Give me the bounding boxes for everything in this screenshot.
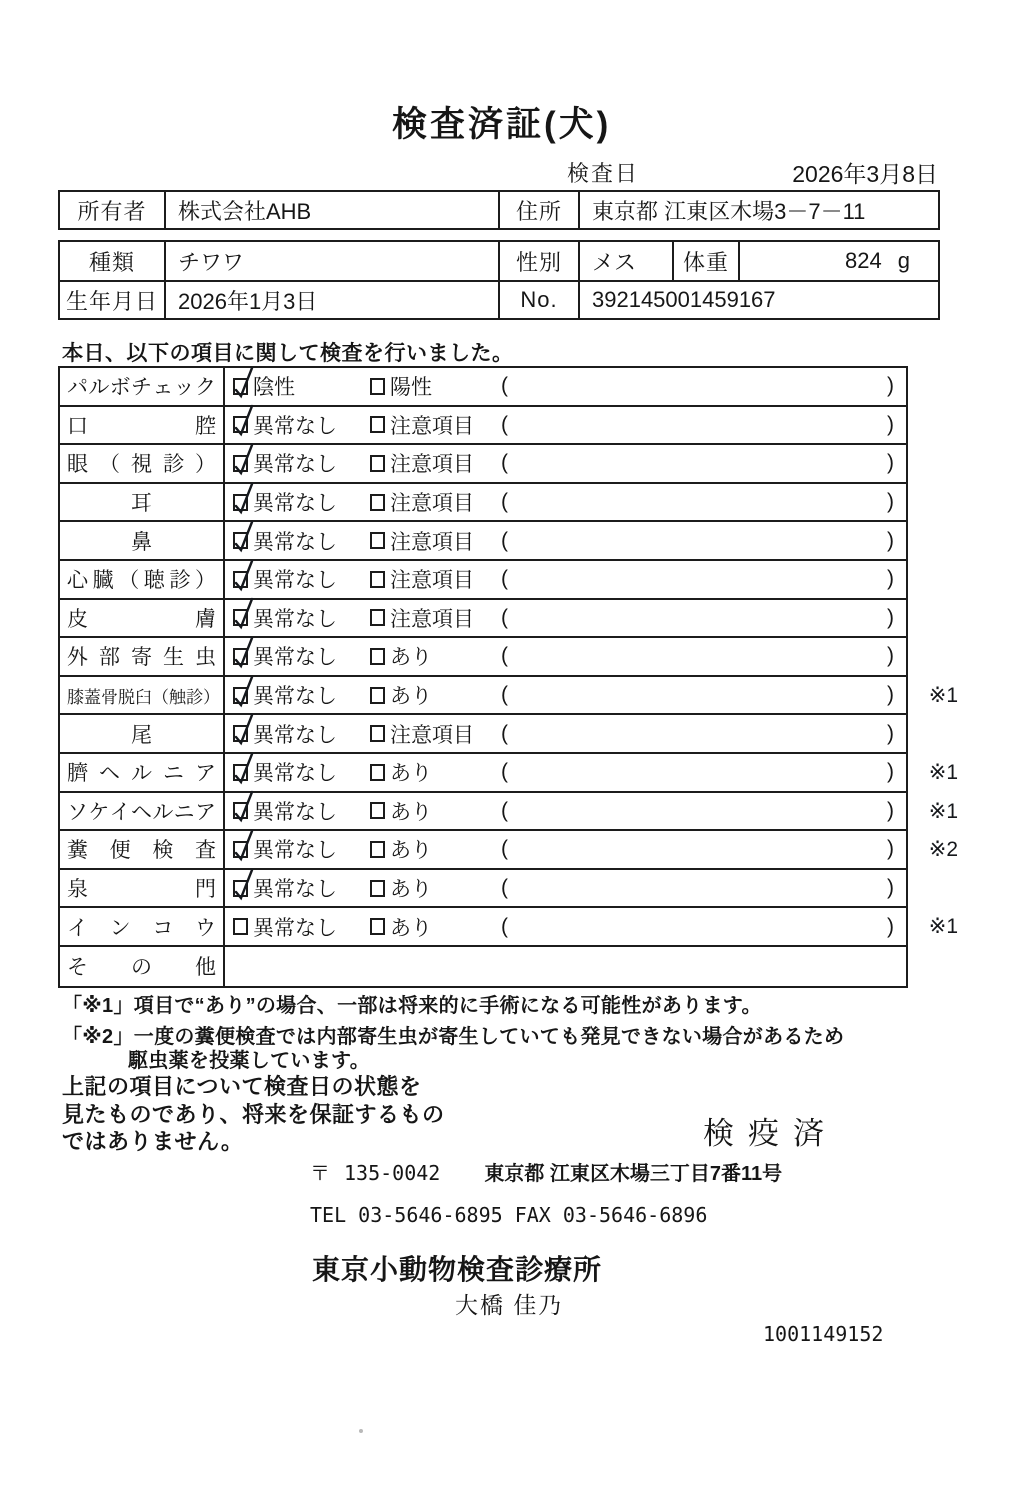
- weight-value: [738, 242, 938, 280]
- owner-address: 東京都 江東区木場3－7－11: [578, 192, 938, 228]
- exam-item-label: 臍 ヘ ル ニ ア: [60, 754, 225, 791]
- clinic-address: 東京都 江東区木場三丁目7番11号: [484, 1163, 783, 1185]
- quarantine-stamp: 検疫済: [703, 1116, 838, 1151]
- checkbox-unchecked: [370, 532, 385, 549]
- result-option-2: [370, 410, 501, 440]
- close-paren: ): [887, 412, 894, 436]
- exam-item-label: 心 臓 （ 聴 診 ）: [60, 561, 225, 598]
- checkbox-checked: [233, 725, 248, 742]
- result-option-1: [233, 834, 370, 864]
- exam-table-row: [60, 793, 958, 832]
- exam-item-result: [225, 793, 906, 830]
- option-1-label: 異常なし: [253, 646, 337, 670]
- result-option-1: [233, 371, 370, 401]
- close-paren: ): [887, 837, 894, 861]
- checkbox-unchecked: [370, 571, 385, 588]
- open-paren: (: [501, 876, 508, 900]
- examiner-name: 大橋 佳乃: [455, 1292, 564, 1318]
- checkbox-unchecked: [370, 802, 385, 819]
- exam-item-result: [225, 754, 906, 791]
- option-1-label: 異常なし: [253, 916, 337, 940]
- exam-item-result: [225, 638, 906, 675]
- exam-item-result: [225, 947, 906, 986]
- birthdate-value: 2026年1月3日: [164, 280, 498, 318]
- weight-unit: g: [897, 248, 910, 273]
- species-value: チワワ: [164, 242, 498, 280]
- checkbox-unchecked: [370, 725, 385, 742]
- exam-row-remark: ※1: [928, 683, 958, 707]
- result-option-2: [370, 834, 501, 864]
- exam-table-row: [60, 522, 906, 561]
- pet-info-table: [58, 240, 940, 320]
- exam-table-row: [60, 754, 958, 793]
- no-value: 392145001459167: [578, 280, 938, 318]
- close-paren: ): [887, 798, 894, 822]
- option-1-label: 異常なし: [253, 723, 337, 747]
- checkbox-unchecked: [370, 455, 385, 472]
- disclaimer-line-2: 見たものであり、将来を保証するもの: [62, 1101, 445, 1127]
- checkbox-checked: [233, 571, 248, 588]
- result-option-1: [233, 603, 370, 633]
- exam-item-label: 尾: [60, 715, 225, 752]
- clinic-tel-fax: TEL 03-5646-6895 FAX 03-5646-6896: [310, 1203, 708, 1227]
- open-paren: (: [501, 567, 508, 591]
- exam-item-label: 外 部 寄 生 虫: [60, 638, 225, 675]
- option-2-label: あり: [390, 839, 432, 863]
- close-paren: ): [887, 683, 894, 707]
- exam-item-result: [225, 522, 906, 559]
- open-paren: (: [501, 374, 508, 398]
- scan-artifact-dot: [359, 1429, 363, 1433]
- result-option-2: [370, 371, 501, 401]
- exam-item-result: [225, 368, 906, 405]
- exam-item-label: 泉 門: [60, 870, 225, 907]
- option-1-label: 異常なし: [253, 607, 337, 631]
- sex-label: 性別: [498, 242, 578, 280]
- result-option-1: [233, 448, 370, 478]
- footnote-2: 「※2」一度の糞便検査では内部寄生虫が寄生していても発見できない場合があるため: [62, 1026, 845, 1048]
- result-option-2: [370, 487, 501, 517]
- checkbox-checked: [233, 648, 248, 665]
- option-2-label: あり: [390, 800, 432, 824]
- option-2-label: 陽性: [390, 376, 432, 400]
- result-option-1: [233, 873, 370, 903]
- option-2-label: 注意項目: [390, 414, 474, 438]
- result-option-1: [233, 796, 370, 826]
- checkbox-checked: [233, 532, 248, 549]
- certificate-number: 1001149152: [763, 1322, 884, 1346]
- exam-item-result: [225, 715, 906, 752]
- checkbox-unchecked: [370, 609, 385, 626]
- exam-item-label: 耳: [60, 484, 225, 521]
- disclaimer-text: [62, 1073, 445, 1156]
- clinic-postal-line: [310, 1157, 782, 1186]
- weight-label: 体重: [672, 242, 738, 280]
- intro-statement: 本日、以下の項目に関して検査を行いました。: [62, 342, 514, 365]
- option-2-label: 注意項目: [390, 607, 474, 631]
- exam-table-row: [60, 831, 958, 870]
- option-2-label: あり: [390, 646, 432, 670]
- option-1-label: 異常なし: [253, 839, 337, 863]
- disclaimer-line-1: 上記の項目について検査日の状態を: [62, 1074, 422, 1099]
- exam-row-remark: ※1: [928, 915, 958, 939]
- open-paren: (: [501, 605, 508, 629]
- exam-table-row: [60, 407, 906, 446]
- checkbox-checked: [233, 802, 248, 819]
- exam-item-result: [225, 600, 906, 637]
- close-paren: ): [887, 528, 894, 552]
- weight-number: 824: [845, 248, 882, 273]
- disclaimer-line-3: ではありません。: [62, 1129, 244, 1154]
- result-option-1: [233, 912, 370, 942]
- exam-table-row: [60, 445, 906, 484]
- inspection-date-value: 2026年3月8日: [792, 161, 938, 187]
- result-option-2: [370, 796, 501, 826]
- checkbox-unchecked: [370, 416, 385, 433]
- checkbox-unchecked: [370, 378, 385, 395]
- owner-name: 株式会社AHB: [164, 192, 498, 228]
- option-2-label: あり: [390, 762, 432, 786]
- option-2-label: あり: [390, 685, 432, 709]
- option-2-label: 注意項目: [390, 723, 474, 747]
- close-paren: ): [887, 760, 894, 784]
- result-option-2: [370, 873, 501, 903]
- option-1-label: 異常なし: [253, 762, 337, 786]
- close-paren: ): [887, 644, 894, 668]
- sex-value: メス: [578, 242, 672, 280]
- open-paren: (: [501, 683, 508, 707]
- option-1-label: 異常なし: [253, 414, 337, 438]
- result-option-1: [233, 680, 370, 710]
- birthdate-label: 生年月日: [60, 280, 164, 318]
- inspection-date-label: 検査日: [567, 161, 640, 186]
- checkbox-unchecked: [370, 841, 385, 858]
- checkbox-unchecked: [370, 648, 385, 665]
- exam-row-remark: ※1: [928, 760, 958, 784]
- checkbox-checked: [233, 455, 248, 472]
- checkbox-checked: [233, 494, 248, 511]
- checkbox-checked: [233, 764, 248, 781]
- open-paren: (: [501, 837, 508, 861]
- exam-item-label: 皮 膚: [60, 600, 225, 637]
- species-label: 種類: [88, 249, 135, 275]
- open-paren: (: [501, 721, 508, 745]
- footnote-1: 「※1」項目で“あり”の場合、一部は将来的に手術になる可能性があります。: [62, 995, 762, 1017]
- open-paren: (: [501, 914, 508, 938]
- open-paren: (: [501, 412, 508, 436]
- open-paren: (: [501, 490, 508, 514]
- close-paren: ): [887, 605, 894, 629]
- exam-item-label: そ の 他: [60, 947, 225, 986]
- exam-item-result: [225, 677, 906, 714]
- option-1-label: 異常なし: [253, 530, 337, 554]
- owner-label: 所有者: [77, 198, 147, 224]
- result-option-1: [233, 487, 370, 517]
- result-option-1: [233, 564, 370, 594]
- option-1-label: 異常なし: [253, 492, 337, 516]
- exam-item-result: [225, 407, 906, 444]
- option-2-label: あり: [390, 916, 432, 940]
- exam-item-label: 鼻: [60, 522, 225, 559]
- close-paren: ): [887, 374, 894, 398]
- checkbox-checked: [233, 378, 248, 395]
- checkbox-unchecked: [370, 918, 385, 935]
- exam-item-result: [225, 445, 906, 482]
- result-option-2: [370, 603, 501, 633]
- exam-item-result: [225, 831, 906, 868]
- checkbox-checked: [233, 841, 248, 858]
- close-paren: ): [887, 914, 894, 938]
- option-1-label: 異常なし: [253, 685, 337, 709]
- close-paren: ): [887, 876, 894, 900]
- close-paren: ): [887, 721, 894, 745]
- checkbox-unchecked: [370, 687, 385, 704]
- result-option-1: [233, 719, 370, 749]
- exam-item-label: 膝 蓋 骨 脱 臼 （ 触 診 ）: [60, 677, 225, 714]
- exam-item-label: ソ ケ イ ヘ ル ニ ア: [60, 793, 225, 830]
- open-paren: (: [501, 528, 508, 552]
- checkbox-checked: [233, 687, 248, 704]
- exam-table-row: [60, 870, 906, 909]
- exam-row-remark: ※2: [928, 838, 958, 862]
- checkbox-unchecked: [370, 880, 385, 897]
- checkbox-checked: [233, 416, 248, 433]
- page-title: 検査済証(犬): [392, 105, 612, 144]
- owner-table: [58, 190, 940, 230]
- exam-item-label: 眼 （ 視 診 ）: [60, 445, 225, 482]
- exam-item-result: [225, 870, 906, 907]
- checkbox-unchecked: [233, 918, 248, 935]
- exam-results-table: [58, 366, 958, 988]
- exam-row-remark: ※1: [928, 799, 958, 823]
- result-option-2: [370, 680, 501, 710]
- exam-item-label: 口 腔: [60, 407, 225, 444]
- result-option-2: [370, 719, 501, 749]
- option-1-label: 異常なし: [253, 800, 337, 824]
- exam-table-row: [60, 947, 906, 986]
- exam-table-row: [60, 368, 906, 407]
- result-option-2: [370, 448, 501, 478]
- option-1-label: 異常なし: [253, 569, 337, 593]
- postal-code: 135-0042: [344, 1161, 441, 1185]
- option-2-label: 注意項目: [390, 492, 474, 516]
- exam-table-row: [60, 638, 906, 677]
- close-paren: ): [887, 567, 894, 591]
- result-option-2: [370, 912, 501, 942]
- result-option-1: [233, 526, 370, 556]
- open-paren: (: [501, 451, 508, 475]
- result-option-2: [370, 757, 501, 787]
- option-2-label: あり: [390, 878, 432, 902]
- clinic-name: 東京小動物検査診療所: [312, 1254, 603, 1285]
- result-option-2: [370, 641, 501, 671]
- option-2-label: 注意項目: [390, 530, 474, 554]
- exam-item-result: [225, 908, 906, 945]
- option-1-label: 異常なし: [253, 453, 337, 477]
- no-label: No.: [498, 280, 578, 318]
- exam-table-row: [60, 677, 958, 716]
- close-paren: ): [887, 490, 894, 514]
- exam-table-row: [60, 484, 906, 523]
- exam-table-row: [60, 600, 906, 639]
- result-option-2: [370, 564, 501, 594]
- option-2-label: 注意項目: [390, 569, 474, 593]
- result-option-1: [233, 410, 370, 440]
- exam-item-label: 糞 便 検 査: [60, 831, 225, 868]
- exam-item-result: [225, 484, 906, 521]
- option-2-label: 注意項目: [390, 453, 474, 477]
- exam-item-result: [225, 561, 906, 598]
- option-1-label: 陰性: [253, 376, 295, 400]
- option-1-label: 異常なし: [253, 878, 337, 902]
- close-paren: ): [887, 451, 894, 475]
- result-option-2: [370, 526, 501, 556]
- owner-address-label: 住所: [498, 192, 578, 228]
- exam-table-row: [60, 908, 958, 947]
- open-paren: (: [501, 798, 508, 822]
- exam-table-row: [60, 561, 906, 600]
- checkbox-unchecked: [370, 494, 385, 511]
- open-paren: (: [501, 760, 508, 784]
- postal-mark-icon: 〒: [310, 1161, 330, 1185]
- exam-item-label: イ ン コ ウ: [60, 908, 225, 945]
- open-paren: (: [501, 644, 508, 668]
- result-option-1: [233, 641, 370, 671]
- exam-table-row: [60, 715, 906, 754]
- footnote-2-continued: 駆虫薬を投薬しています。: [128, 1050, 370, 1072]
- result-option-1: [233, 757, 370, 787]
- exam-item-label: パ ル ボ チ ェ ッ ク: [60, 368, 225, 405]
- checkbox-checked: [233, 880, 248, 897]
- checkbox-checked: [233, 609, 248, 626]
- checkbox-unchecked: [370, 764, 385, 781]
